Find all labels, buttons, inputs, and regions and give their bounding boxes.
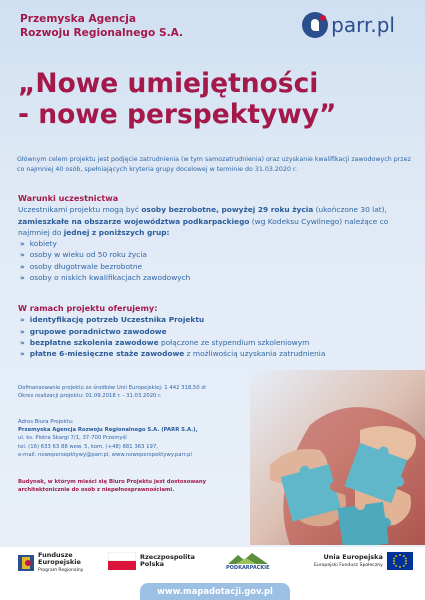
unia-europejska-logo [314, 552, 413, 570]
offer-rest: połączone ze stypendium szkoleniowym [158, 337, 310, 347]
chevron-right-icon: » [20, 273, 25, 283]
rzeczpospolita-logo [108, 552, 195, 570]
list-item [20, 348, 413, 359]
ue-line-1: Unia Europejska [323, 552, 383, 561]
fe-line-1: Fundusze [38, 551, 73, 559]
list-item-label: kobiety [29, 239, 57, 249]
project-office-address [18, 418, 248, 459]
chevron-right-icon: » [20, 250, 25, 260]
chevron-right-icon: » [20, 239, 25, 249]
address-label: Adres Biura Projektu: [18, 419, 74, 425]
fe-line-3: Program Regionalny [38, 568, 84, 573]
conditions-paragraph [18, 204, 413, 238]
list-item-label [30, 314, 204, 325]
intro-text: Głównym celem projektu jest podjęcie zatrudnienia (w tym samozatrudnienia) oraz uzyskanie kwalifikacji zawodowych przez co najmniej 40 osób, spełniających kryteria grupy docelowej w terminie do 31.03.2020 r. [17, 156, 411, 173]
list-item-label: osoby w wieku od 50 roku życia [29, 250, 147, 260]
fundusze-europejskie-logo [18, 552, 83, 574]
offer-bold: identyfikację potrzeb Uczestnika Projektu [29, 315, 205, 325]
address-street: ul. ks. Piotra Skargi 7/1, 37-700 Przemyśl [18, 435, 127, 442]
offer-section [18, 303, 413, 359]
list-item-label [30, 337, 310, 348]
accessibility-note [18, 478, 240, 494]
address-name: Przemyska Agencja Rozwoju Regionalnego S.A. (PARR S.A.), [18, 427, 198, 434]
list-item [20, 238, 413, 249]
offer-rest: z możliwością uzyskania zatrudnienia [184, 349, 326, 359]
conditions-text-f: jednej z poniższych grup: [63, 227, 170, 237]
list-item [20, 337, 413, 348]
fe-star-icon [18, 555, 34, 571]
list-item-label: osoby o niskich kwalifikacjach zawodowych [29, 273, 191, 283]
ue-line-2: Europejski Fundusz Społeczny [314, 562, 383, 568]
chevron-right-icon: » [20, 261, 25, 271]
conditions-list [20, 238, 413, 283]
address-email: e-mail: nowepersepktywy@parr.pl, www.noweperspektywy.parr.pl [18, 451, 192, 458]
list-item-label [30, 326, 167, 337]
funding-info [18, 384, 248, 400]
rp-line-1: Rzeczpospolita [140, 553, 195, 561]
offer-bold: płatne 6-miesięczne staże zawodowe [29, 349, 185, 359]
parr-logo-text: parr.pl [331, 13, 395, 37]
rp-line-2: Polska [140, 560, 165, 568]
address-phone: tel. (16) 633 63 88 wew. 5, kom. (+48) 881 363 197, [18, 443, 158, 450]
page-title [18, 68, 418, 130]
eu-flag-icon [387, 552, 413, 570]
list-item [20, 249, 413, 260]
list-item [20, 314, 413, 325]
podkarpackie-text: PODKARPACKIE [226, 565, 270, 571]
chevron-right-icon: » [20, 349, 25, 359]
list-item-label: osoby długotrwale bezrobotne [29, 261, 143, 271]
org-line-2: Rozwoju Regionalnego S.A. [20, 27, 184, 39]
fe-line-2: Europejskie [38, 558, 81, 566]
parr-logo-icon [302, 12, 328, 38]
accessibility-text: Budynek, w którym mieści się Biuro Projektu jest dostosowany architektonicznie do osób z niepełnosprawnościami. [18, 479, 207, 494]
conditions-text-d: zamieszkałe na obszarze województwa podkarpackiego [18, 216, 250, 226]
title-line-1: „Nowe umiejętności [18, 68, 319, 99]
chevron-right-icon: » [20, 337, 25, 347]
offer-bold: grupowe poradnictwo zawodowe [29, 326, 167, 336]
list-item [20, 272, 413, 283]
list-item-label [30, 348, 326, 359]
podkarpackie-icon [228, 552, 268, 564]
conditions-text-e: (wg Kodeksu Cywilnego) należące co najmniej do [18, 216, 389, 237]
podkarpackie-logo [226, 552, 270, 572]
offer-bold: bezpłatne szkolenia zawodowe [29, 337, 159, 347]
parr-logo [302, 12, 395, 38]
puzzle-image [250, 370, 425, 545]
list-item [20, 326, 413, 337]
organization-name [20, 12, 220, 40]
mapadotacji-link[interactable]: www.mapadotacji.gov.pl [140, 583, 290, 600]
org-line-1: Przemyska Agencja [20, 13, 137, 25]
conditions-heading: Warunki uczestnictwa [18, 193, 119, 203]
conditions-section [18, 193, 413, 283]
offer-heading: W ramach projektu oferujemy: [18, 303, 158, 313]
chevron-right-icon: » [20, 315, 25, 325]
puzzle-hands-photo [250, 370, 425, 545]
conditions-text-c: (ukończone 30 lat), [313, 205, 387, 215]
conditions-text-b: osoby bezrobotne, powyżej 29 roku życia [141, 205, 314, 215]
footer-logos [0, 547, 425, 583]
title-line-2: - nowe perspektywy” [18, 99, 337, 130]
offer-list [20, 314, 413, 359]
chevron-right-icon: » [20, 326, 25, 336]
conditions-text-a: Uczestnikami projektu mogą być [18, 205, 142, 215]
list-item [20, 261, 413, 272]
funding-period: Okres realizacji projektu: 01.09.2018 r. - 31.03.2020 r. [18, 393, 162, 400]
funding-amount: Dofinansowanie projektu ze środków Unii Europejskiej: 1 442 318,50 zł [18, 385, 206, 391]
polish-flag-icon [108, 552, 136, 570]
